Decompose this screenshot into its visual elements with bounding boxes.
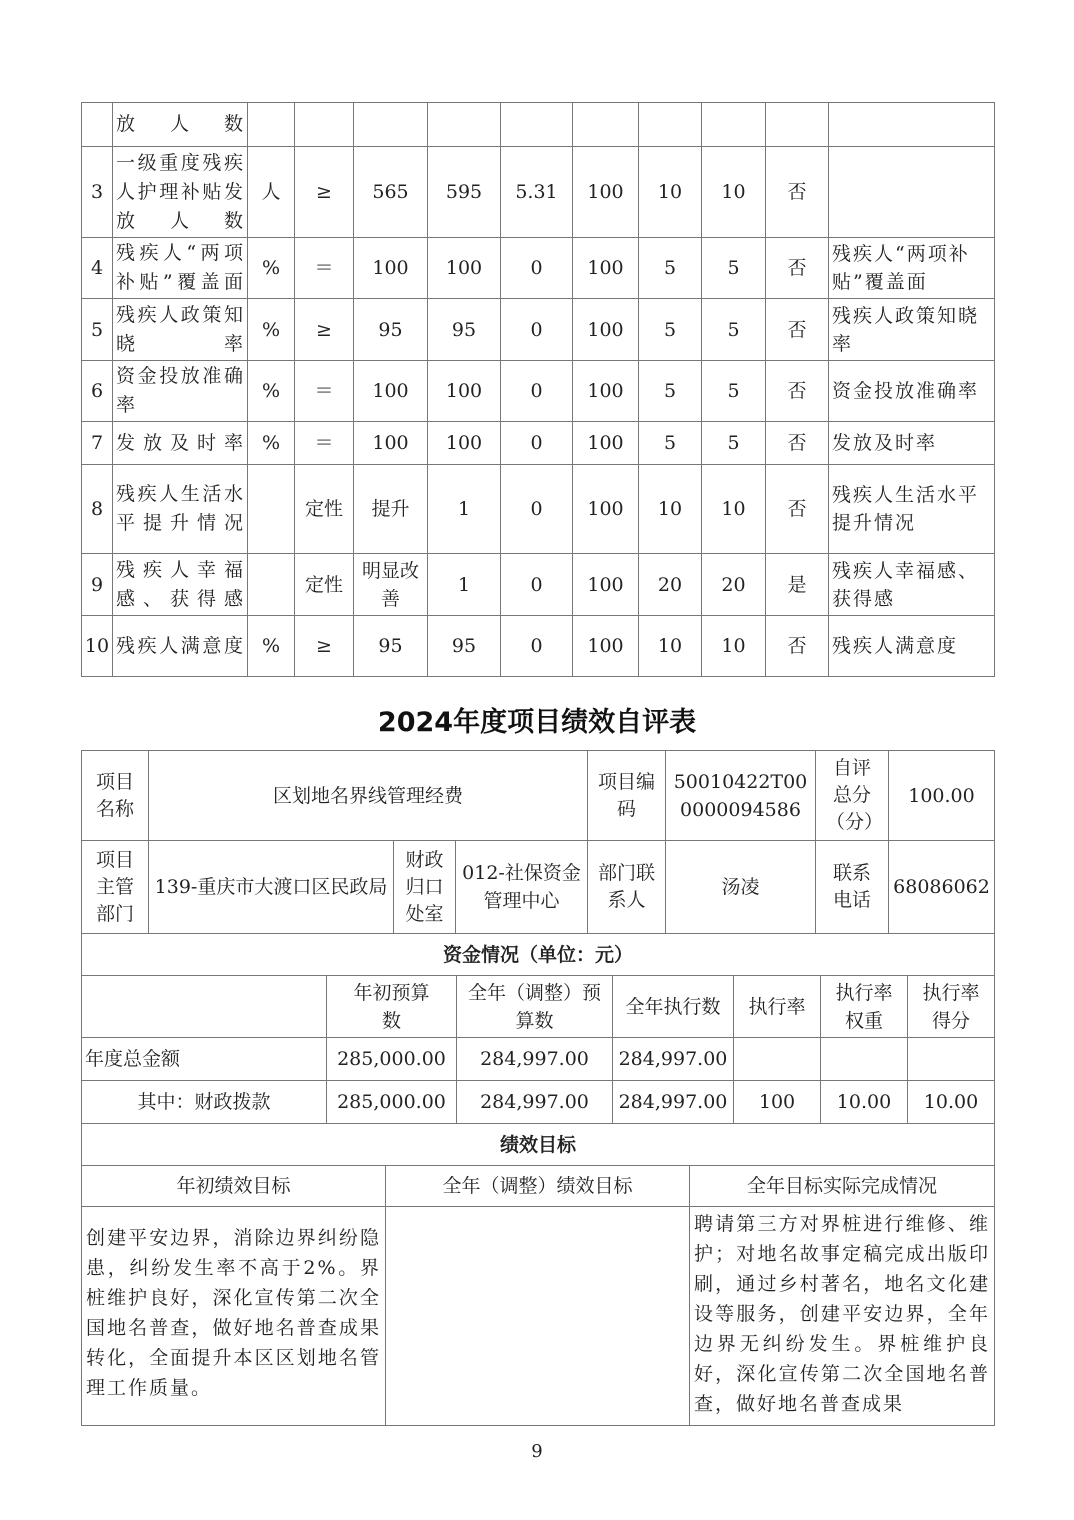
dept: 139-重庆市大渡口区民政局 [149, 841, 394, 934]
actual-completion-text: 聘请第三方对界桩进行维修、维护；对地名故事定稿完成出版印刷，通过乡村著名，地名文化建设等服务，创建平安边界，全年边界无纠纷发生。界桩维护良好，深化宣传第二次全国地名普查，做好地名普查成果 [690, 1207, 995, 1426]
initial-budget: 285,000.00 [327, 1038, 457, 1081]
score: 20 [702, 554, 766, 616]
unit [248, 554, 295, 616]
unit: % [248, 422, 295, 465]
score-rate: 100 [573, 422, 639, 465]
target-value: 95 [354, 616, 428, 677]
unit [248, 465, 295, 554]
actual-value: 595 [428, 147, 501, 238]
self-score-label: 自评总分（分） [816, 751, 889, 841]
indicator-table [81, 102, 995, 677]
target-value: 100 [354, 361, 428, 422]
actual-value: 100 [428, 422, 501, 465]
page-number: 9 [531, 1441, 543, 1462]
deviation: 0 [501, 554, 573, 616]
score-rate: 100 [573, 361, 639, 422]
target-value: 提升 [354, 465, 428, 554]
funding-row-label: 其中：财政拨款 [82, 1081, 327, 1124]
indicator-name: 放人数 [113, 103, 248, 147]
weight: 5 [639, 361, 702, 422]
core-indicator: 否 [766, 238, 829, 299]
executed-amount: 284,997.00 [613, 1038, 734, 1081]
row-number: 8 [82, 465, 113, 554]
self-score: 100.00 [889, 751, 995, 841]
weight: 20 [639, 554, 702, 616]
funding-header: 年初预算数 [327, 976, 457, 1038]
funding-header [82, 976, 327, 1038]
score-rate: 100 [573, 554, 639, 616]
phone: 68086062 [889, 841, 995, 934]
target-value: 95 [354, 299, 428, 361]
row-number: 5 [82, 299, 113, 361]
funding-row-label: 年度总金额 [82, 1038, 327, 1081]
goal-header: 年初绩效目标 [82, 1166, 386, 1207]
weight: 5 [639, 299, 702, 361]
indicator-row [82, 103, 995, 147]
funding-row [82, 1081, 995, 1124]
indicator-row [82, 465, 995, 554]
note: 残疾人满意度 [829, 616, 995, 677]
note: 残疾人幸福感、获得感 [829, 554, 995, 616]
indicator-name: 残疾人“两项补贴”覆盖面 [113, 238, 248, 299]
score-rate: 100 [573, 147, 639, 238]
project-info-table [81, 750, 995, 976]
goals-table [81, 1165, 995, 1426]
indicator-row [82, 554, 995, 616]
indicator-row [82, 361, 995, 422]
target-value: 100 [354, 238, 428, 299]
unit: % [248, 238, 295, 299]
note: 残疾人“两项补贴”覆盖面 [829, 238, 995, 299]
note [829, 147, 995, 238]
unit: 人 [248, 147, 295, 238]
indicator-name: 残疾人满意度 [113, 616, 248, 677]
indicator-name: 残疾人幸福感、获得感 [113, 554, 248, 616]
note: 发放及时率 [829, 422, 995, 465]
score-rate: 100 [573, 465, 639, 554]
indicator-row [82, 147, 995, 238]
indicator-name: 一级重度残疾人护理补贴发放人数 [113, 147, 248, 238]
deviation: 5.31 [501, 147, 573, 238]
project-code-label: 项目编码 [588, 751, 666, 841]
note [829, 103, 995, 147]
rate-score [908, 1038, 995, 1081]
score: 10 [702, 616, 766, 677]
deviation: 0 [501, 422, 573, 465]
core-indicator: 否 [766, 465, 829, 554]
score: 5 [702, 238, 766, 299]
operator: ＝ [295, 361, 354, 422]
target-value [354, 103, 428, 147]
phone-label: 联系电话 [816, 841, 889, 934]
actual-value: 1 [428, 554, 501, 616]
weight: 10 [639, 147, 702, 238]
score-rate: 100 [573, 299, 639, 361]
funding-header: 执行率 [734, 976, 821, 1038]
goal-header: 全年（调整）绩效目标 [386, 1166, 690, 1207]
rate-score: 10.00 [908, 1081, 995, 1124]
core-indicator: 否 [766, 361, 829, 422]
actual-value: 100 [428, 238, 501, 299]
note: 资金投放准确率 [829, 361, 995, 422]
weight: 10 [639, 616, 702, 677]
actual-value: 1 [428, 465, 501, 554]
operator: ≥ [295, 147, 354, 238]
indicator-name: 残疾人政策知晓率 [113, 299, 248, 361]
score-rate: 100 [573, 238, 639, 299]
executed-amount: 284,997.00 [613, 1081, 734, 1124]
adjusted-budget: 284,997.00 [457, 1038, 613, 1081]
operator [295, 103, 354, 147]
score: 5 [702, 299, 766, 361]
actual-value [428, 103, 501, 147]
funding-header: 全年执行数 [613, 976, 734, 1038]
core-indicator [766, 103, 829, 147]
score: 10 [702, 465, 766, 554]
funding-row [82, 1038, 995, 1081]
row-number: 3 [82, 147, 113, 238]
weight: 5 [639, 238, 702, 299]
weight [639, 103, 702, 147]
note: 残疾人生活水平提升情况 [829, 465, 995, 554]
project-name-label: 项目名称 [82, 751, 149, 841]
deviation [501, 103, 573, 147]
rate-weight [821, 1038, 908, 1081]
target-value: 明显改善 [354, 554, 428, 616]
rate-weight: 10.00 [821, 1081, 908, 1124]
unit: % [248, 361, 295, 422]
indicator-name: 资金投放准确率 [113, 361, 248, 422]
core-indicator: 否 [766, 299, 829, 361]
core-indicator: 否 [766, 616, 829, 677]
core-indicator: 否 [766, 422, 829, 465]
note: 残疾人政策知晓率 [829, 299, 995, 361]
funding-header: 执行率得分 [908, 976, 995, 1038]
unit: % [248, 616, 295, 677]
score: 5 [702, 361, 766, 422]
target-value: 565 [354, 147, 428, 238]
weight: 10 [639, 465, 702, 554]
dept-label: 项目主管部门 [82, 841, 149, 934]
initial-goal-text: 创建平安边界，消除边界纠纷隐患，纠纷发生率不高于2%。界桩维护良好，深化宣传第二次全国地名普查，做好地名普查成果转化，全面提升本区区划地名管理工作质量。 [82, 1207, 386, 1426]
actual-value: 95 [428, 616, 501, 677]
operator: ≥ [295, 616, 354, 677]
funding-header: 执行率权重 [821, 976, 908, 1038]
indicator-row [82, 422, 995, 465]
funding-header-row [82, 976, 995, 1038]
score: 10 [702, 147, 766, 238]
unit [248, 103, 295, 147]
goals-section-title: 绩效目标 [82, 1124, 995, 1166]
core-indicator: 否 [766, 147, 829, 238]
execution-rate: 100 [734, 1081, 821, 1124]
funding-table [81, 975, 995, 1166]
operator: ＝ [295, 238, 354, 299]
core-indicator: 是 [766, 554, 829, 616]
row-number [82, 103, 113, 147]
operator: ＝ [295, 422, 354, 465]
score-rate [573, 103, 639, 147]
deviation: 0 [501, 616, 573, 677]
form-title: 2024年度项目绩效自评表 [377, 707, 697, 738]
operator: 定性 [295, 465, 354, 554]
row-number: 10 [82, 616, 113, 677]
funding-section-title: 资金情况（单位：元） [82, 934, 995, 976]
actual-value: 95 [428, 299, 501, 361]
project-code: 50010422T000000094586 [666, 751, 816, 841]
score-rate: 100 [573, 616, 639, 677]
adjusted-budget: 284,997.00 [457, 1081, 613, 1124]
row-number: 9 [82, 554, 113, 616]
finance-office-label: 财政归口处室 [394, 841, 456, 934]
row-number: 4 [82, 238, 113, 299]
execution-rate [734, 1038, 821, 1081]
indicator-row [82, 616, 995, 677]
indicator-row [82, 238, 995, 299]
deviation: 0 [501, 299, 573, 361]
actual-value: 100 [428, 361, 501, 422]
adjusted-goal-text [386, 1207, 690, 1426]
operator: 定性 [295, 554, 354, 616]
finance-office: 012-社保资金管理中心 [456, 841, 588, 934]
deviation: 0 [501, 238, 573, 299]
contact: 汤凌 [666, 841, 816, 934]
row-number: 6 [82, 361, 113, 422]
indicator-name: 残疾人生活水平提升情况 [113, 465, 248, 554]
target-value: 100 [354, 422, 428, 465]
deviation: 0 [501, 465, 573, 554]
row-number: 7 [82, 422, 113, 465]
score: 5 [702, 422, 766, 465]
indicator-row [82, 299, 995, 361]
contact-label: 部门联系人 [588, 841, 666, 934]
operator: ≥ [295, 299, 354, 361]
score [702, 103, 766, 147]
initial-budget: 285,000.00 [327, 1081, 457, 1124]
goal-header: 全年目标实际完成情况 [690, 1166, 995, 1207]
unit: % [248, 299, 295, 361]
deviation: 0 [501, 361, 573, 422]
indicator-name: 发放及时率 [113, 422, 248, 465]
funding-header: 全年（调整）预算数 [457, 976, 613, 1038]
project-name: 区划地名界线管理经费 [149, 751, 588, 841]
weight: 5 [639, 422, 702, 465]
